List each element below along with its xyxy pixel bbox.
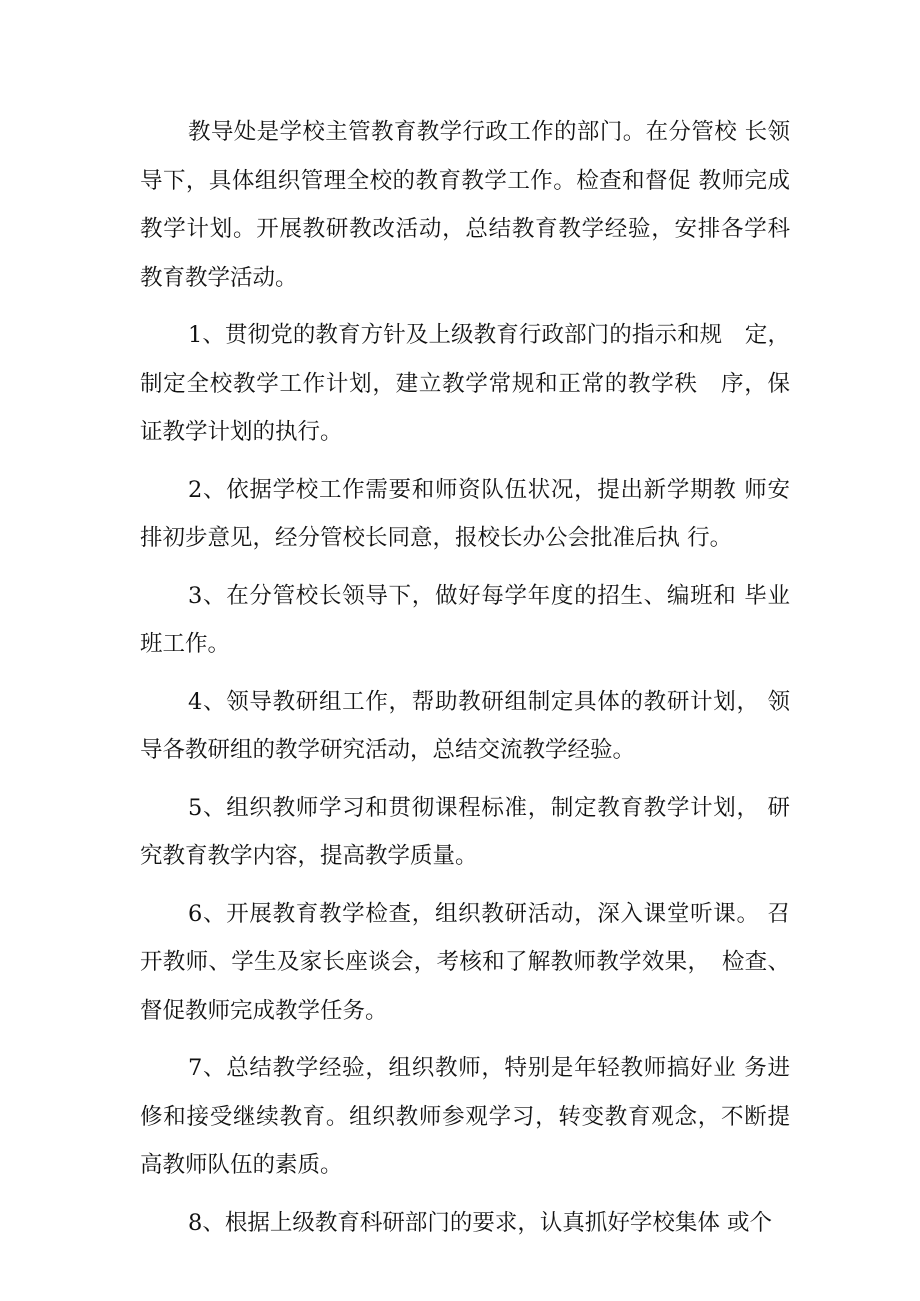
duty-item-4: 4、领导教研组工作，帮助教研组制定具体的教研计划， 领导各教研组的教学研究活动，总结交流教学经验。: [140, 688, 790, 763]
intro-paragraph: 教导处是学校主管教育教学行政工作的部门。在分管校 长领导下，具体组织管理全校的教育教学工作。检查和督促 教师完成教学计划。开展教研教改活动，总结教育教学经验，安排各学科教育教学活动。: [140, 119, 790, 291]
duty-item-8: 8、根据上级教育科研部门的要求，认真抓好学校集体 或个: [188, 1209, 772, 1236]
document-body: [140, 108, 790, 1256]
duty-item-7: 7、总结教学经验，组织教师，特别是年轻教师搞好业 务进修和接受继续教育。组织教师参观学习，转变教育观念，不断提高教师队伍的素质。: [140, 1055, 790, 1178]
duty-item-3: 3、在分管校长领导下，做好每学年度的招生、编班和 毕业班工作。: [140, 582, 790, 657]
duty-item-6: 6、开展教育教学检查，组织教研活动，深入课堂听课。 召开教师、学生及家长座谈会，考核和了解教师教学效果， 检查、督促教师完成教学任务。: [140, 900, 790, 1024]
duty-item-2: 2、依据学校工作需要和师资队伍状况，提出新学期教 师安排初步意见，经分管校长同意，报校长办公会批准后执 行。: [140, 476, 790, 551]
duty-item-5: 5、组织教师学习和贯彻课程标准，制定教育教学计划， 研究教育教学内容，提高教学质量。: [140, 794, 790, 869]
duty-item-1: 1、贯彻党的教育方针及上级教育行政部门的指示和规 定，制定全校教学工作计划，建立教学常规和正常的教学秩 序，保证教学计划的执行。: [140, 322, 790, 445]
